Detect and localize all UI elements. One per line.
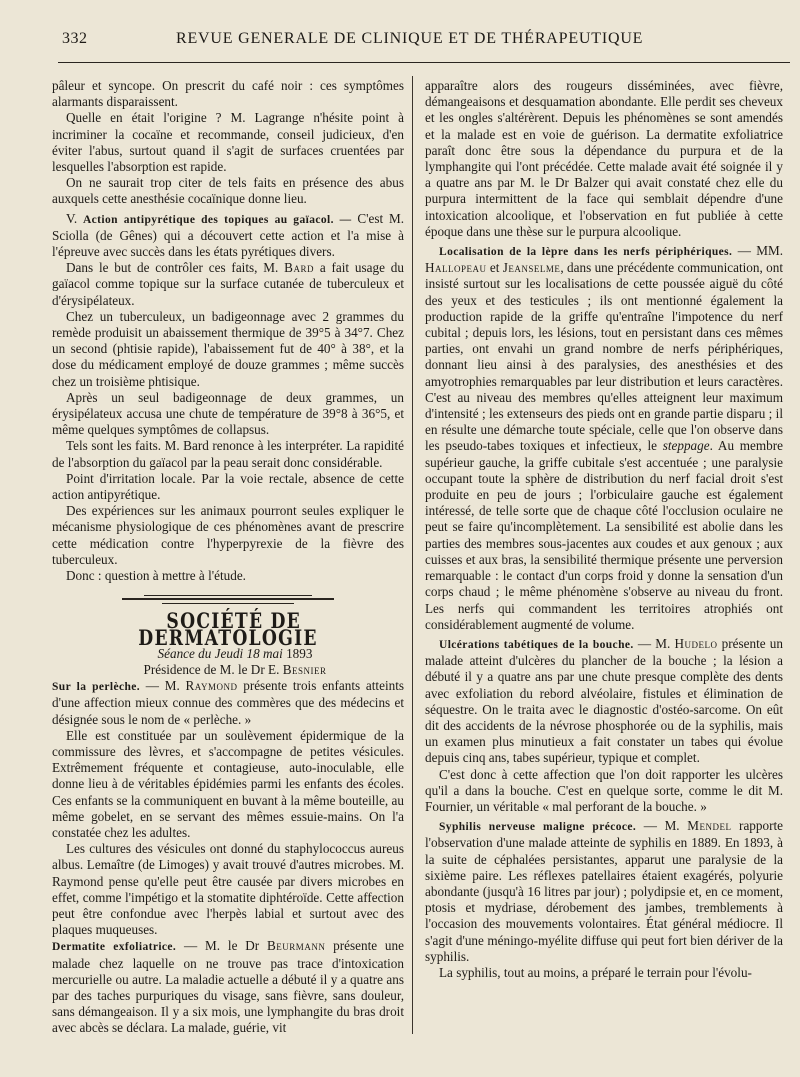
paragraph: Point d'irritation locale. Par la voie rectale, absence de cette action antipyrétique. xyxy=(52,470,404,503)
author-name: Raymond xyxy=(185,678,238,694)
paragraph: Dermatite exfoliatrice. — M. le Dr Beurmann présente une malade chez laquelle on ne trouve pas trace d'intoxication mercurielle ou autre. La maladie actuelle a débuté il y a quatre ans par des taches purpuriques du visage, sans fièvre, sans douleur, sans démangeaison. Il y a six mois, une lymphangite du bras droit avec abcès se déclara. La malade, guérie, vit xyxy=(52,938,404,1036)
author-name: Mendel xyxy=(687,818,732,834)
paragraph: Ulcérations tabétiques de la bouche. — M. Hudelo présente un malade atteint d'ulcères du plancher de la bouche ; la lésion a débuté il y a quatre ans par une chute presque complète des dents avec exfoliation du rebord alvéolaire, fistules et élimination de séquestre. On le traita avec le diagnostic d'ostéo-sarcome. On eût dit des accidents de la névrose phosphorée ou de la syphilis, mais un examen plus minutieux a fait constater un tabes qui évolue depuis cinq ans, tabes supérieur, typique et complet. xyxy=(425,635,783,766)
author-name: Jeanselme xyxy=(502,260,561,276)
paragraph: Les cultures des vésicules ont donné du staphylococcus aureus albus. Lemaître (de Limoges) y avait trouvé d'autres microbes. M. Raymond pense qu'elle peut être causée par divers microbes en effet, comme l'impétigo et la stomatite diphtéroïde. Cette affection peut être confondue avec l'herpès labial et surtout avec des plaques muqueuses. xyxy=(52,841,404,938)
paragraph: Syphilis nerveuse maligne précoce. — M. Mendel rapporte l'observation d'une malade atteinte de syphilis en 1889. En 1893, à la suite de céphalées persistantes, apparut une paralysie de la sixième paire. Les réflexes patellaires étaient exagérés, polyurie abondante (jusqu'à 16 litres par jour) ; polydipsie et, en ce moment, ptosis et mydriase, dérobement des jambes, tremblements à l'occasion des mouvements volontaires. État général médiocre. Il s'agit d'une méningo-myélite diffuse qui peut fort bien dériver de la syphilis. xyxy=(425,818,783,964)
paragraph: V. Action antipyrétique des topiques au gaïacol. — C'est M. Sciolla (de Gênes) qui a découvert cette action et l'a mise à l'épreuve avec succès dans les états pyrétiques divers. xyxy=(52,210,405,260)
paragraph: Après un seul badigeonnage de deux grammes, un érysipélateux accusa une chute de température de 39°8 à 36°5, et même quelques symptômes de collapsus. xyxy=(52,389,404,438)
paragraph: Quelle en était l'origine ? M. Lagrange n'hésite point à incriminer la cocaïne et recommande, conseil judicieux, d'en éviter l'abus, surtout quand il s'agit de surfaces cruentées par lesquelles l'absorption est rapide. xyxy=(52,110,404,175)
ornamental-rule xyxy=(52,593,404,607)
paragraph: La syphilis, tout au moins, a préparé le terrain pour l'évolu- xyxy=(439,964,752,980)
column-divider xyxy=(412,76,413,1034)
page-header xyxy=(58,30,790,52)
paragraph: On ne saurait trop citer de tels faits en présence des abus auxquels cette anesthésie cocaïnique donne lieu. xyxy=(52,175,404,207)
run-in-heading: Sur la perlèche. xyxy=(52,681,141,694)
author-name: Bard xyxy=(284,260,314,276)
running-title: REVUE GENERALE DE CLINIQUE ET DE THÉRAPEUTIQUE xyxy=(176,30,644,47)
author-name: Beurmann xyxy=(267,938,326,954)
right-column xyxy=(425,78,783,981)
run-in-heading: Dermatite exfoliatrice. xyxy=(52,941,177,954)
left-column xyxy=(52,78,404,1037)
section-title: SOCIÉTÉ DE DERMATOLOGIE xyxy=(138,608,318,650)
paragraph: Elle est constituée par un soulèvement épidermique de la commissure des lèvres, et s'accompagne de petites vésicules. Extrêmement fréquente et contagieuse, auto-inoculable, elle donne lieu à de véritables épidémies parmi les enfants des écoles. Ces enfants se la communiquent en buvant à la même bouteille, au même gobelet, en se servant des mêmes essuie-mains. On l'a constatée chez les adultes. xyxy=(52,727,404,840)
paragraph: Donc : question à mettre à l'étude. xyxy=(66,568,246,584)
paragraph: Dans le but de contrôler ces faits, M. Bard a fait usage du gaïacol comme topique sur la surface cutanée de tuberculeux et d'érysipélateux. xyxy=(52,260,404,308)
paragraph: apparaître alors des rougeurs disséminées, avec fièvre, démangeaisons et desquamation abondante. Elle perdit ses cheveux et les ongles s'altérèrent. Depuis les phénomènes se sont amendés et la malade est en voie de guérison. La dermatite exfoliatrice paraît donc être sous la dépendance du purpura et de la lymphangite qui l'ont précédée. Cette malade avait été soignée il y a quatre ans par M. le Dr Balzer qui avait constaté chez elle du purpura intermittent de la face qui semblait dépendre d'une intoxication alcoolique, et l'observation en fut publiée à cette époque dans une thèse sur le purpura alcoolique. xyxy=(425,78,783,239)
author-name: Besnier xyxy=(282,661,327,677)
section-number: V. xyxy=(66,210,78,226)
paragraph: C'est donc à cette affection que l'on doit rapporter les ulcères qu'il a dans la bouche. C'est en quelque sorte, comme le dit M. Fournier, un véritable « mal perforant de la bouche. » xyxy=(425,766,783,814)
paragraph: pâleur et syncope. On prescrit du café noir : ces symptômes alarmants disparaissent. xyxy=(52,78,404,110)
paragraph: Des expériences sur les animaux pourront seules expliquer le mécanisme physiologique de ces phénomènes avant de prescrire cette médication contre l'hyperpyrexie de la fièvre des tuberculeux. xyxy=(52,503,404,567)
page-number: 332 xyxy=(62,30,88,47)
paragraph: Chez un tuberculeux, un badigeonnage avec 2 grammes du remède produisit un abaissement thermique de 39°5 à 34°7. Chez un second (phtisie rapide), l'abaissement fut de 40° à 38°, et la dose du médicament employé de douze grammes ; même succès chez un troisième phtisique. xyxy=(52,308,404,389)
paragraph: Sur la perlèche. — M. Raymond présente trois enfants atteints d'une affection mieux connue des commères que des médecins et désignée sous le nom de « perlèche. » xyxy=(52,678,404,727)
presidence-line: Présidence de M. le Dr E. Besnier xyxy=(143,661,327,677)
run-in-heading: Syphilis nerveuse maligne précoce. xyxy=(439,821,637,834)
run-in-heading: Localisation de la lèpre dans les nerfs périphériques. xyxy=(439,246,733,259)
paragraph: Localisation de la lèpre dans les nerfs périphériques. — MM. Hallopeau et Jeanselme, dans une précédente communication, ont insisté surtout sur les localisations de cette poussée aiguë du côté des yeux et des testicules ; ils ont mentionné également la production rapide de la griffe qu'entraîne l'impotence du nerf cubital ; depuis lors, les lésions, tout en persistant dans ces mêmes parties, ont envahi un grand nombre de nerfs périphériques, donnant lieu ainsi à des paralysies, des anesthésies et des amyotrophies remarquables par leur distribution et leurs caractères. C'est au niveau des membres qu'elles atteignent leur maximum d'intensité ; les extenseurs des pieds ont en grande partie disparu ; il en résulte une démarche toute spéciale, celle que l'on observe dans les pseudo-tabes toxiques et infectieux, le steppage. Au membre supérieur gauche, la griffe cubitale s'est accentuée ; une paralysie occupant toute la sphère de distribution du nerf facial droit s'est produite en peu de jours ; l'orbiculaire gauche est également intéressé, de telle sorte que de chaque côté l'occlusion oculaire ne peut se faire qu'incomplètement. La sensibilité est abolie dans les parties des membres sous-jacentes aux coudes et aux genoux ; aux cuisses et aux bras, la sensibilité thermique présente une perversion remarquable : le contact d'un corps froid y donne la sensation d'un corps chaud ; le même phénomène s'observe au niveau du front. Les nerfs qui commandent les territoires atrophiés ont considérablement augmenté de volume. xyxy=(425,243,784,632)
author-name: Hudelo xyxy=(674,635,718,651)
author-name: Hallopeau xyxy=(425,260,487,276)
run-in-heading: Ulcérations tabétiques de la bouche. xyxy=(439,638,634,651)
run-in-heading: Action antipyrétique des topiques au gaïacol. — xyxy=(82,213,352,226)
session-date: Séance du Jeudi 18 mai 1893 xyxy=(157,645,313,661)
header-rule xyxy=(58,62,790,63)
paragraph: Tels sont les faits. M. Bard renonce à les interpréter. La rapidité de l'absorption du gaïacol par la peau serait donc considérable. xyxy=(52,438,404,470)
italic-term: steppage xyxy=(662,438,710,454)
